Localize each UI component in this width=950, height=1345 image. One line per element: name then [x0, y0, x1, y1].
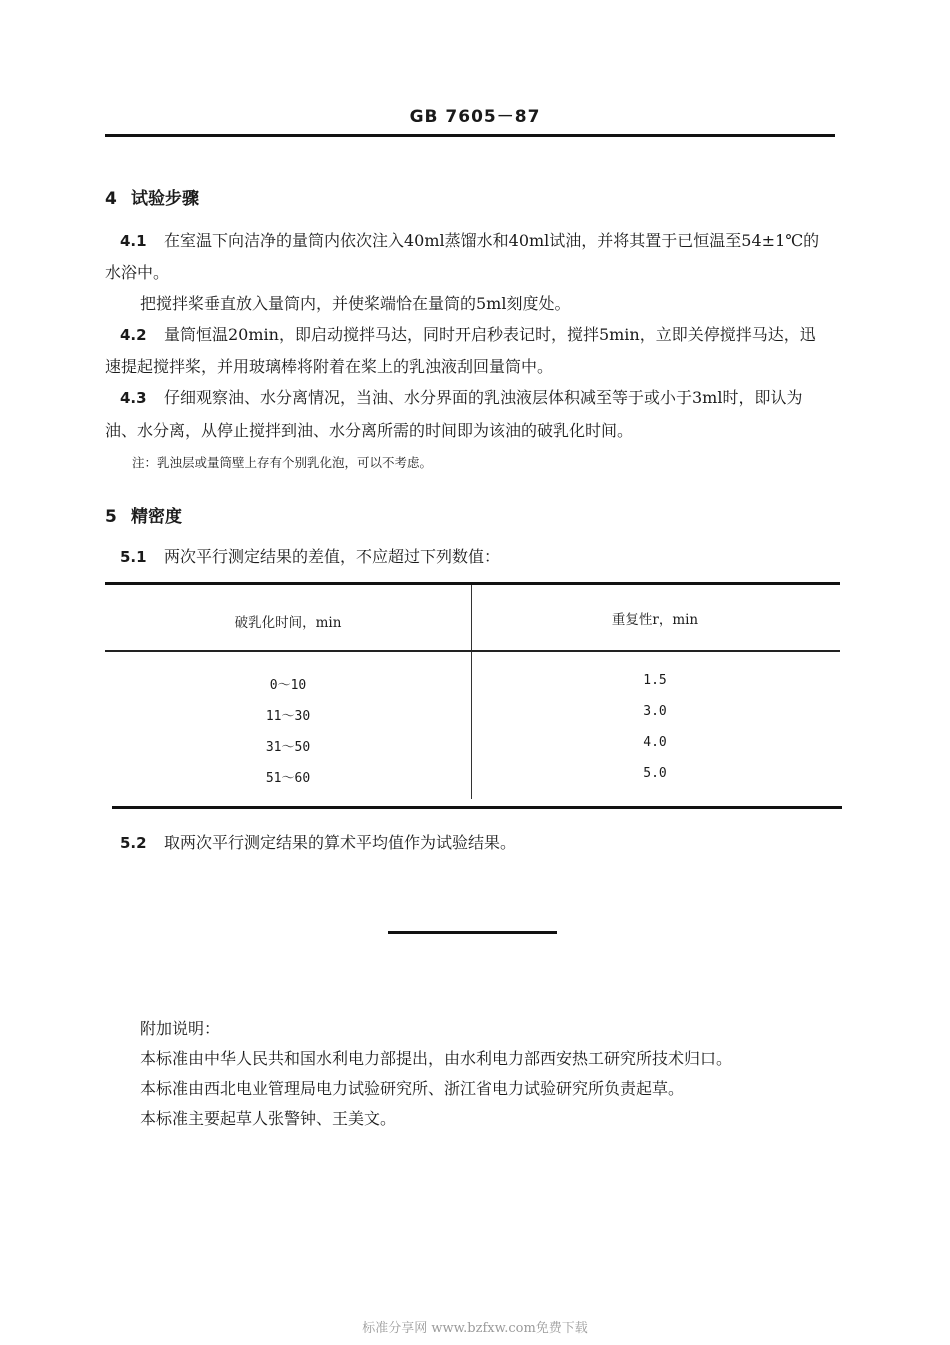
paragraph-5-1-number: 5.1	[120, 548, 147, 566]
table-cell-range: 11～30	[265, 709, 311, 724]
footer-watermark: 标准分享网 www.bzfxw.com免费下载	[362, 1321, 588, 1336]
paragraph-4-3	[120, 387, 850, 409]
paragraph-5-1	[120, 546, 500, 568]
paragraph-4-3-line1: 仔细观察油、水分离情况，当油、水分界面的乳浊液层体积减至等于或小于3ml时，即认为	[164, 388, 803, 407]
table-cell-range: 0～10	[269, 678, 307, 693]
paragraph-5-2-number: 5.2	[120, 834, 147, 852]
table-cell-value: 3.0	[643, 704, 667, 719]
appendix-line: 本标准主要起草人张警钟、王美文。	[140, 1109, 397, 1128]
paragraph-4-1-line2: 水浴中。	[105, 263, 170, 282]
paragraph-4-2-number: 4.2	[120, 326, 147, 344]
table-header-time: 破乳化时间，min	[234, 615, 342, 631]
section-4-number: 4	[105, 189, 117, 209]
section-5-number: 5	[105, 507, 117, 527]
paragraph-4-1-number: 4.1	[120, 232, 147, 250]
header-divider	[105, 134, 835, 137]
end-of-text-rule	[388, 931, 557, 934]
section-4-title: 试验步骤	[131, 189, 199, 209]
paragraph-4-1-line3: 把搅拌桨垂直放入量筒内，并使桨端恰在量筒的5ml刻度处。	[140, 294, 571, 313]
table-cell-value: 5.0	[643, 766, 667, 781]
paragraph-4-2-line2: 速提起搅拌桨，并用玻璃棒将附着在桨上的乳浊液刮回量筒中。	[105, 357, 554, 376]
paragraph-4-2-line1: 量筒恒温20min，即启动搅拌马达，同时开启秒表记时，搅拌5min，立即关停搅拌马达，迅	[164, 325, 816, 344]
table-cell-range: 31～50	[265, 740, 311, 755]
paragraph-4-3-line2: 油、水分离，从停止搅拌到油、水分离所需的时间即为该油的破乳化时间。	[105, 421, 634, 440]
appendix-line: 本标准由中华人民共和国水利电力部提出，由水利电力部西安热工研究所技术归口。	[140, 1049, 733, 1068]
table-cell-value: 1.5	[643, 673, 667, 688]
appendix	[140, 1014, 840, 1134]
paragraph-5-1-text: 两次平行测定结果的差值，不应超过下列数值：	[164, 547, 501, 566]
section-5-heading	[105, 502, 182, 527]
appendix-title: 附加说明：	[140, 1019, 221, 1038]
paragraph-4-1	[120, 230, 850, 252]
table-cell-value: 4.0	[643, 735, 667, 750]
paragraph-4-2	[120, 324, 850, 346]
section-4-heading	[105, 184, 199, 209]
table-cell-range: 51～60	[265, 771, 311, 786]
appendix-line: 本标准由西北电业管理局电力试验研究所、浙江省电力试验研究所负责起草。	[140, 1079, 685, 1098]
paragraph-5-2-text: 取两次平行测定结果的算术平均值作为试验结果。	[164, 833, 517, 852]
table-bottom-rule	[112, 806, 842, 809]
note: 注：乳浊层或量筒壁上存有个别乳化泡，可以不考虑。	[132, 455, 433, 470]
paragraph-4-1-line1: 在室温下向洁净的量筒内依次注入40ml蒸馏水和40ml试油，并将其置于已恒温至54±1℃的	[164, 231, 820, 250]
table-header-rule	[105, 650, 840, 652]
table-top-rule	[105, 582, 840, 585]
standard-code: GB 7605－87	[409, 107, 541, 127]
paragraph-5-2	[120, 832, 516, 854]
table-header-repeatability: 重复性r，min	[611, 612, 699, 628]
section-5-title: 精密度	[131, 507, 182, 527]
paragraph-4-3-number: 4.3	[120, 389, 147, 407]
